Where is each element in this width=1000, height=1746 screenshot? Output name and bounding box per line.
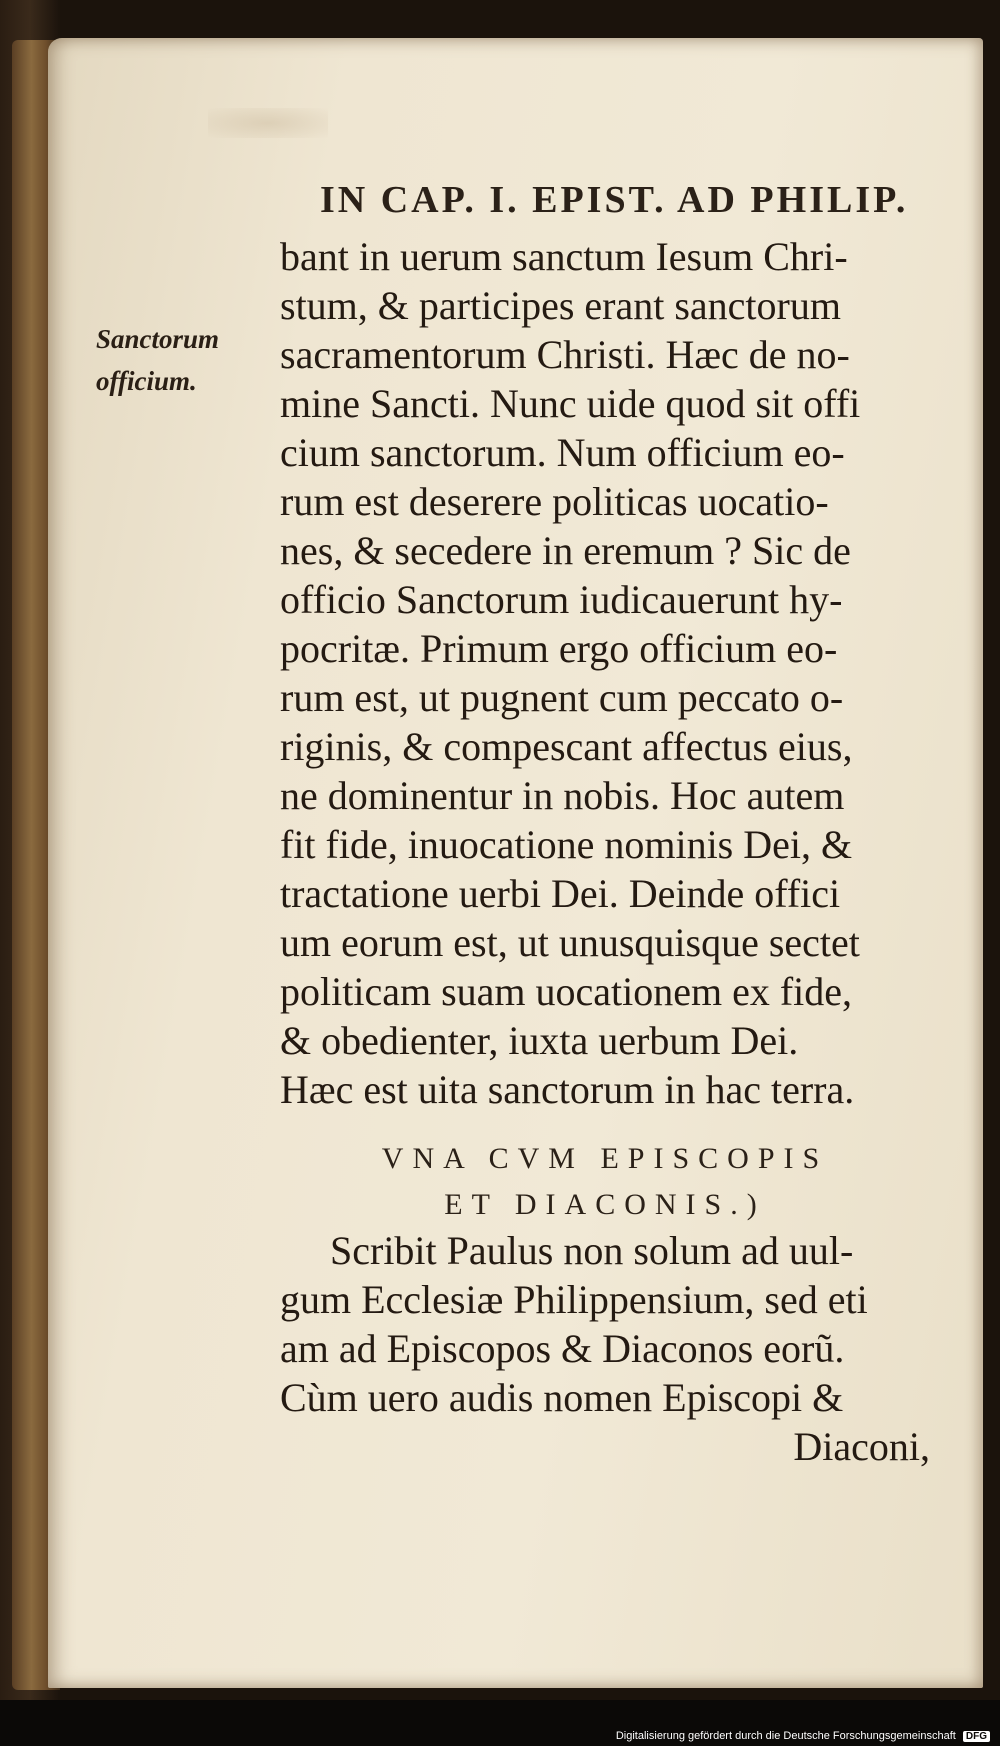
text-line: rum est deserere politicas uocatio-: [280, 479, 829, 524]
text-line: Cùm uero audis nomen Episcopi &: [280, 1375, 844, 1420]
section-heading: ET DIACONIS.): [444, 1188, 766, 1221]
text-line: cium sanctorum. Num officium eo-: [280, 430, 845, 475]
dfg-logo-icon: DFG: [963, 1731, 990, 1742]
text-line: gum Ecclesiæ Philippensium, sed eti: [280, 1277, 868, 1322]
text-line: mine Sancti. Nunc uide quod sit offi: [280, 381, 861, 426]
text-line: & obedienter, iuxta uerbum Dei.: [280, 1018, 799, 1063]
page-stain: [208, 108, 328, 138]
text-line: rum est, ut pugnent cum peccato o-: [280, 675, 844, 720]
paragraph-2: [280, 1226, 930, 1471]
text-line: nes, & secedere in eremum ? Sic de: [280, 528, 851, 573]
text-line: Scribit Paulus non solum ad uul-: [330, 1228, 854, 1273]
footer-band: [0, 1700, 1000, 1746]
text-line: tractatione uerbi Dei. Deinde offici: [280, 871, 841, 916]
text-line: sacramentorum Christi. Hæc de no-: [280, 332, 850, 377]
text-line: am ad Episcopos & Diaconos eorũ.: [280, 1326, 845, 1371]
text-line: stum, & participes erant sanctorum: [280, 283, 841, 328]
marginal-note: [96, 318, 256, 402]
marginal-note-line: officium.: [96, 366, 197, 396]
credit-text: Digitalisierung gefördert durch die Deutsche Forschungsgemeinschaft: [615, 1730, 956, 1742]
text-line: officio Sanctorum iudicauerunt hy-: [280, 577, 843, 622]
text-line: riginis, & compescant affectus eius,: [280, 724, 853, 769]
text-line: pocritæ. Primum ergo officium eo-: [280, 626, 838, 671]
marginal-note-line: Sanctorum: [96, 324, 220, 354]
running-head: IN CAP. I. EPIST. AD PHILIP.: [320, 179, 909, 221]
section-heading: VNA CVM EPISCOPIS: [381, 1142, 829, 1175]
paragraph-1: [280, 232, 930, 1114]
text-line: politicam suam uocationem ex fide,: [280, 969, 853, 1014]
text-line: ne dominentur in nobis. Hoc autem: [280, 773, 845, 818]
text-line: Diaconi,: [793, 1424, 930, 1469]
digitization-credit: [616, 1730, 990, 1742]
text-line: Hæc est uita sanctorum in hac terra.: [280, 1067, 855, 1112]
text-line: bant in uerum sanctum Iesum Chri-: [280, 234, 848, 279]
text-line: fit fide, inuocatione nominis Dei, &: [280, 822, 853, 867]
text-line: um eorum est, ut unusquisque sectet: [280, 920, 860, 965]
